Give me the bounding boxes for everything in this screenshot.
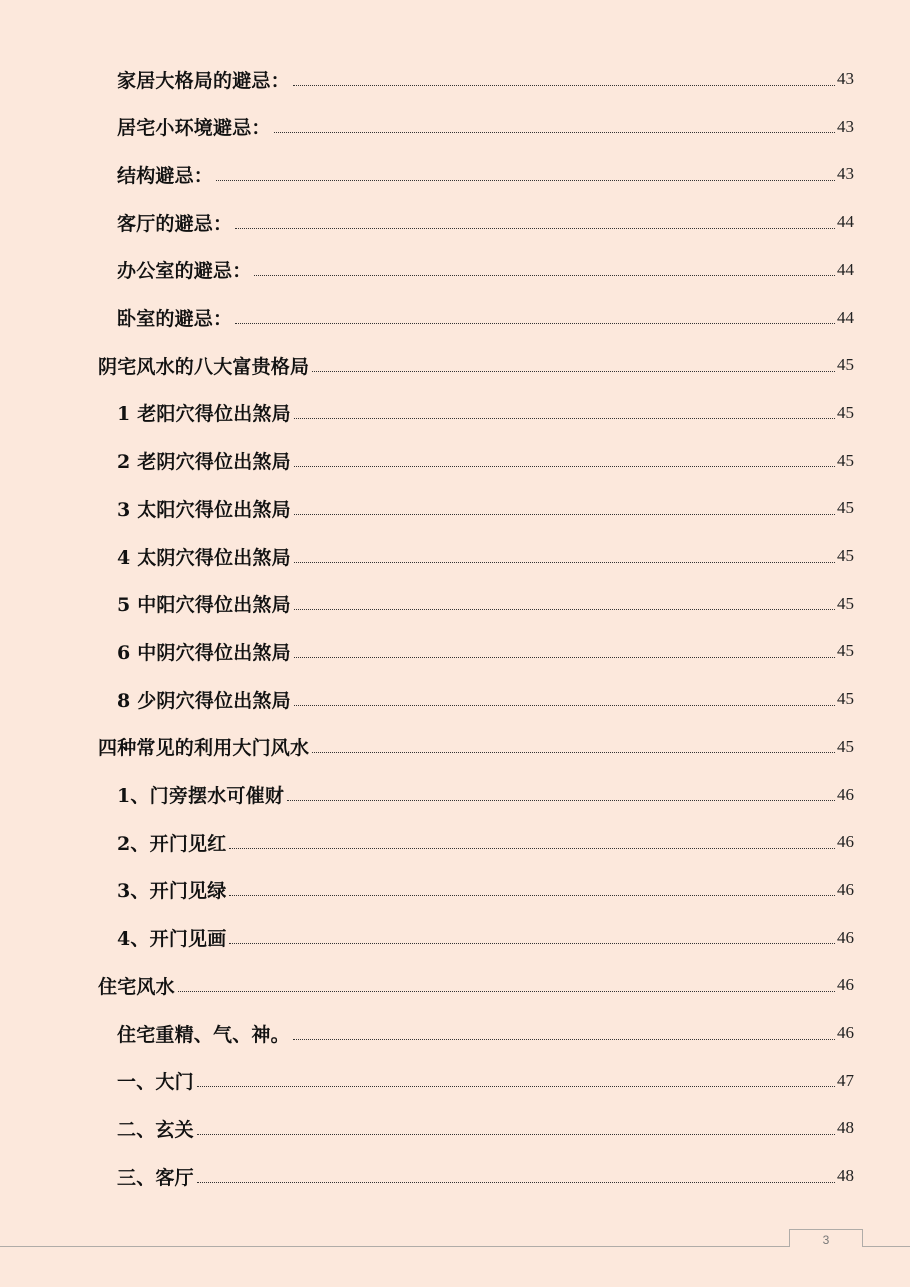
- toc-entry-title: 住宅重精、气、神。: [117, 1023, 290, 1046]
- toc-entry-page-number: 43: [837, 69, 854, 88]
- toc-dot-leader: [229, 895, 835, 896]
- toc-dot-leader: [178, 991, 835, 992]
- toc-entry-title: 5 中阳穴得位出煞局: [117, 594, 291, 617]
- toc-entry[interactable]: [117, 198, 854, 246]
- toc-entry-title: 客厅的避忌：: [117, 212, 233, 235]
- toc-entry-title: 1、门旁摆水可催财: [117, 785, 285, 807]
- toc-entry-page-number: 45: [837, 498, 854, 518]
- toc-entry-title: 3、开门见绿: [117, 880, 227, 903]
- toc-entry-title: 阴宅风水的八大富贵格局: [98, 355, 310, 378]
- toc-entry-page-number: 45: [837, 402, 854, 422]
- toc-entry[interactable]: [117, 866, 854, 914]
- toc-dot-leader: [294, 562, 835, 563]
- toc-dot-leader: [235, 323, 835, 324]
- toc-entry-page-number: 45: [837, 593, 854, 613]
- toc-entry-page-number: 46: [837, 1023, 854, 1042]
- toc-entry-page-number: 45: [837, 355, 854, 375]
- toc-entry[interactable]: [117, 771, 854, 819]
- toc-dot-leader: [216, 180, 835, 181]
- toc-entry-page-number: 44: [837, 307, 854, 327]
- toc-entry[interactable]: [117, 627, 854, 675]
- toc-entry[interactable]: [117, 150, 854, 198]
- toc-dot-leader: [294, 609, 835, 610]
- footer-divider: [0, 1246, 910, 1247]
- toc-entry-title: 4、开门见画: [117, 928, 227, 951]
- toc-entry-title: 二、玄关: [117, 1118, 194, 1141]
- toc-dot-leader: [229, 943, 835, 944]
- toc-entry-page-number: 47: [837, 1070, 854, 1090]
- toc-entry[interactable]: [117, 103, 854, 151]
- toc-entry-title: 4 太阴穴得位出煞局: [117, 546, 291, 569]
- toc-entry[interactable]: [98, 961, 854, 1009]
- toc-entry[interactable]: [117, 1152, 854, 1200]
- toc-entry[interactable]: [117, 532, 854, 580]
- toc-entry-title: 2 老阴穴得位出煞局: [117, 451, 291, 474]
- toc-entry-title: 2、开门见红: [117, 832, 227, 855]
- toc-entry-page-number: 45: [837, 736, 854, 756]
- toc-entry-title: 居宅小环境避忌：: [117, 117, 271, 140]
- toc-dot-leader: [312, 752, 835, 753]
- toc-dot-leader: [294, 466, 835, 467]
- toc-entry-page-number: 44: [837, 259, 854, 279]
- toc-entry-page-number: 45: [837, 450, 854, 470]
- toc-dot-leader: [197, 1134, 835, 1135]
- toc-entry-page-number: 48: [837, 1166, 854, 1186]
- toc-entry[interactable]: [117, 1009, 854, 1057]
- toc-entry[interactable]: [117, 437, 854, 485]
- toc-entry[interactable]: [117, 914, 854, 962]
- toc-entry[interactable]: [117, 675, 854, 723]
- toc-entry-title: 三、客厅: [117, 1166, 194, 1189]
- toc-entry-page-number: 46: [837, 784, 854, 804]
- toc-entry-title: 1 老阳穴得位出煞局: [117, 403, 291, 426]
- toc-entry-title: 6 中阴穴得位出煞局: [117, 641, 291, 664]
- toc-entry-title: 办公室的避忌：: [117, 260, 252, 283]
- toc-entry-page-number: 45: [837, 641, 854, 661]
- toc-dot-leader: [294, 657, 835, 658]
- toc-entry-page-number: 45: [837, 546, 854, 565]
- toc-dot-leader: [293, 85, 835, 86]
- toc-entry[interactable]: [117, 246, 854, 294]
- toc-dot-leader: [312, 371, 835, 372]
- toc-entry-page-number: 43: [837, 116, 854, 136]
- toc-entry-page-number: 46: [837, 975, 854, 995]
- toc-dot-leader: [254, 275, 835, 276]
- toc-entry-page-number: 46: [837, 832, 854, 852]
- toc-entry[interactable]: [117, 1104, 854, 1152]
- toc-dot-leader: [294, 418, 835, 419]
- toc-entry[interactable]: [98, 723, 854, 771]
- toc-entry-title: 3 太阳穴得位出煞局: [117, 498, 291, 521]
- page-number: 3: [789, 1229, 863, 1247]
- toc-dot-leader: [197, 1086, 835, 1087]
- toc-entry-page-number: 45: [837, 689, 854, 709]
- toc-dot-leader: [274, 132, 835, 133]
- toc-dot-leader: [229, 848, 835, 849]
- toc-entry[interactable]: [117, 1057, 854, 1105]
- toc-entry-page-number: 48: [837, 1118, 854, 1138]
- toc-dot-leader: [197, 1182, 835, 1183]
- toc-entry-title: 卧室的避忌：: [117, 308, 233, 330]
- toc-entry-page-number: 43: [837, 164, 854, 184]
- toc-dot-leader: [293, 1039, 835, 1040]
- toc-entry[interactable]: [117, 389, 854, 437]
- toc-dot-leader: [294, 514, 835, 515]
- toc-entry-page-number: 46: [837, 927, 854, 947]
- toc-entry-title: 8 少阴穴得位出煞局: [117, 689, 291, 712]
- toc-entry-title: 结构避忌：: [117, 164, 214, 187]
- toc-entry[interactable]: [117, 818, 854, 866]
- toc-entry[interactable]: [98, 341, 854, 389]
- toc-entry[interactable]: [117, 294, 854, 342]
- toc-entry-title: 住宅风水: [98, 975, 175, 998]
- toc-entry-title: 四种常见的利用大门风水: [98, 737, 310, 760]
- toc-dot-leader: [287, 800, 835, 801]
- toc-entry[interactable]: [117, 484, 854, 532]
- toc-entry-title: 一、大门: [117, 1071, 194, 1094]
- toc-dot-leader: [235, 228, 835, 229]
- toc-entry-title: 家居大格局的避忌：: [117, 69, 290, 92]
- toc-entry-page-number: 46: [837, 879, 854, 899]
- toc-entry[interactable]: [117, 55, 854, 103]
- toc-entry[interactable]: [117, 580, 854, 628]
- toc-entry-page-number: 44: [837, 212, 854, 232]
- toc-dot-leader: [294, 705, 835, 706]
